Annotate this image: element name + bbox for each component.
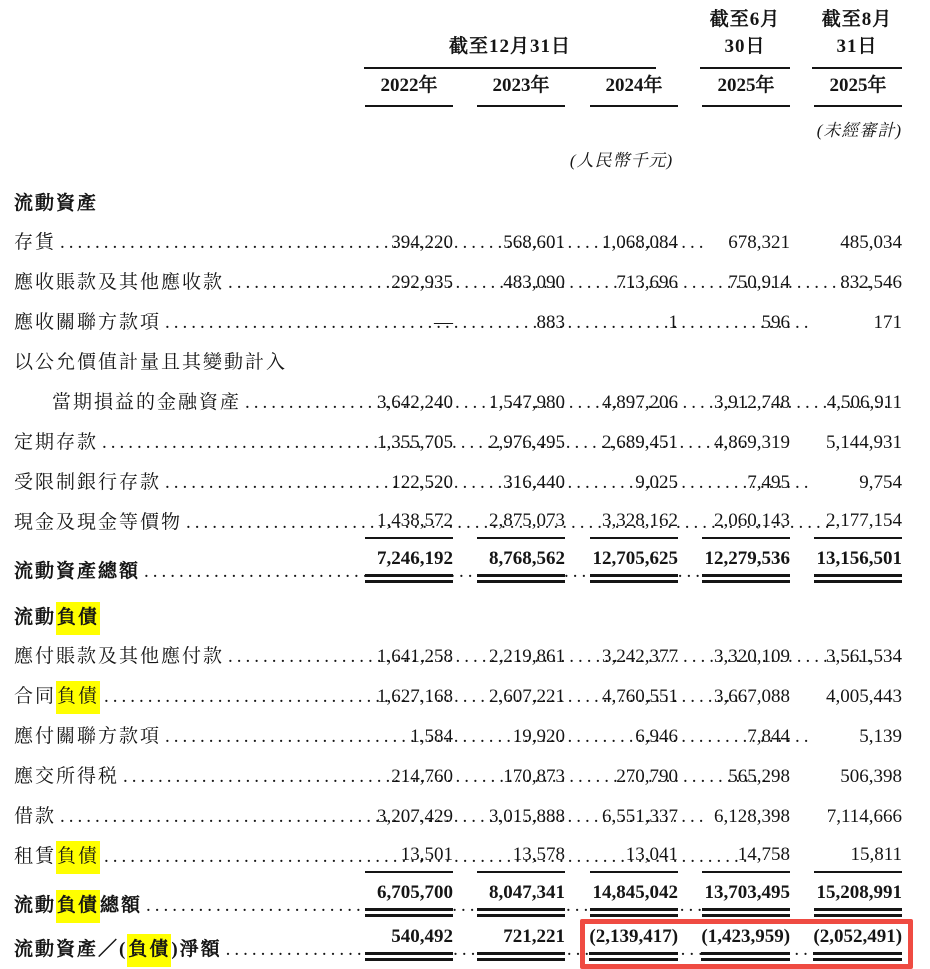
cell-value: 3,642,240 [377,392,453,413]
period-group-aug31: 截至8月31日 [812,4,902,69]
table-row [14,873,902,917]
cell-value: 19,920 [512,726,565,747]
cell-value: 713,696 [616,272,679,293]
table-row [14,419,902,459]
cell-value: 3,667,088 [714,686,791,707]
year-label-2022: 2022年 [365,70,453,107]
search-highlight: 負債 [56,602,100,635]
cell-value: 721,221 [477,926,565,961]
search-highlight: 負債 [127,934,171,967]
cell-value: 14,845,042 [590,882,678,917]
table-row [14,339,902,379]
cell-value: 540,492 [365,926,453,961]
row-label: 應收關聯方款項 [14,312,162,333]
cell-value: 13,578 [477,844,565,873]
cell-value: 3,242,377 [602,646,679,667]
cell-value: 2,607,221 [489,686,565,707]
currency-note-row [14,141,902,171]
cell-value: (1,423,959) [701,926,790,961]
cell-value: 750,914 [728,272,791,293]
unaudited-note-row [14,107,902,141]
cell-value: 214,760 [391,766,453,787]
cell-value: 7,495 [747,472,791,493]
cell-value: 485,034 [840,232,903,253]
cell-value: 8,768,562 [477,548,565,583]
cell-value: — [434,312,453,333]
table-row [14,459,902,499]
cell-value: 568,601 [503,232,565,253]
row-label: 受限制銀行存款 [14,472,162,493]
financial-statement-page [0,4,930,960]
cell-value: 2,219,861 [489,646,565,667]
cell-value: 4,869,319 [714,432,791,453]
cell-value: 270,790 [616,766,679,787]
period-group-jun30: 截至6月30日 [700,4,790,69]
table-row [14,499,902,539]
row-label: 流動負債總額 [14,890,142,917]
table-row [14,793,902,833]
cell-value: 394,220 [391,232,453,253]
dot-leader [245,392,893,414]
cell-value: 883 [536,312,565,333]
cell-value: 506,398 [840,766,903,787]
cell-value: 5,144,931 [826,432,903,453]
cell-value: 1,068,084 [602,232,679,253]
table-row [14,259,902,299]
cell-value: 2,689,451 [602,432,679,453]
row-label: 流動資產總額 [14,561,141,582]
cell-value: 565,298 [728,766,791,787]
table-row [14,753,902,793]
cell-value: 8,047,341 [477,882,565,917]
cell-value: 7,844 [747,726,791,747]
cell-value: 1,641,258 [377,646,453,667]
cell-value: 316,440 [503,472,565,493]
row-label: 合同負債 [14,681,100,708]
table-row [14,379,902,419]
cell-value: 4,760,551 [602,686,679,707]
cell-value: 2,875,073 [477,510,565,539]
row-label: 應收賬款及其他應收款 [14,272,225,293]
cell-value: 4,897,206 [602,392,679,413]
table-row [14,299,902,339]
table-row [14,171,902,219]
cell-value: 1,547,980 [489,392,565,413]
cell-value: 832,546 [840,272,903,293]
dot-leader [144,561,792,583]
cell-value: 1,355,705 [377,432,453,453]
row-label: 現金及現金等價物 [14,512,183,533]
cell-value: (2,139,417) [589,926,678,961]
currency-note: (人民幣千元) [569,151,674,170]
row-label: 借款 [14,806,57,827]
table-row [14,833,902,873]
period-header-row [14,4,902,69]
table-row [14,219,902,259]
search-highlight: 負債 [56,890,100,923]
table-row [14,583,902,633]
dot-leader [146,895,794,917]
cell-value: 122,520 [391,472,453,493]
cell-value: 3,561,534 [826,646,903,667]
cell-value: 1,438,572 [365,510,453,539]
cell-value: 483,090 [503,272,565,293]
cell-value: 15,811 [814,844,902,873]
cell-value: 292,935 [391,272,453,293]
year-label-2024: 2024年 [590,70,678,107]
cell-value: 9,754 [859,472,903,493]
period-group-dec31: 截至12月31日 [364,31,656,69]
row-label: 以公允價值計量且其變動計入 [14,352,288,373]
cell-value: 3,015,888 [489,806,565,827]
year-label-2025-aug: 2025年 [814,70,902,107]
cell-value: 6,946 [635,726,679,747]
cell-value: 1,627,168 [377,686,453,707]
cell-value: 12,705,625 [590,548,678,583]
table-row [14,917,902,961]
cell-value: 6,551,337 [602,806,679,827]
row-label: 應付賬款及其他應付款 [14,646,225,667]
cell-value: 7,114,666 [826,806,903,827]
cell-value: 13,156,501 [814,548,902,583]
row-label: 定期存款 [14,432,99,453]
row-label: 流動資產／(負債)淨額 [14,934,222,961]
cell-value: 3,207,429 [377,806,453,827]
row-label: 租賃負債 [14,841,100,868]
row-label: 應付關聯方款項 [14,726,162,747]
cell-value: 170,873 [503,766,565,787]
cell-value: 15,208,991 [814,882,902,917]
cell-value: 4,005,443 [826,686,903,707]
table-row [14,713,902,753]
cell-value: 1,584 [410,726,453,747]
cell-value: 7,246,192 [365,548,453,583]
year-label-2025-jun: 2025年 [702,70,790,107]
cell-value: 14,758 [702,844,790,873]
cell-value: 2,976,495 [489,432,565,453]
search-highlight: 負債 [56,681,100,714]
cell-value: 13,041 [590,844,678,873]
cell-value: 1 [668,312,679,333]
row-label: 流動負債 [14,602,100,629]
cell-value: 13,703,495 [702,882,790,917]
financial-table-body [14,171,902,961]
cell-value: 2,177,154 [814,510,902,539]
cell-value: 596 [761,312,791,333]
unaudited-note: (未經審計) [816,121,903,140]
cell-value: 4,506,911 [826,392,903,413]
row-label: 當期損益的金融資產 [52,392,242,413]
row-label: 流動資產 [14,193,99,214]
table-row [14,539,902,583]
cell-value: 5,139 [859,726,903,747]
cell-value: 12,279,536 [702,548,790,583]
table-row [14,673,902,713]
row-label: 應交所得税 [14,766,120,787]
search-highlight: 負債 [56,841,100,874]
cell-value: 678,321 [728,232,791,253]
cell-value: 3,320,109 [714,646,791,667]
cell-value: 9,025 [635,472,679,493]
year-header-row [14,69,902,107]
cell-value: 6,128,398 [714,806,791,827]
cell-value: 6,705,700 [365,882,453,917]
cell-value: 171 [873,312,903,333]
cell-value: 13,501 [365,844,453,873]
year-label-2023: 2023年 [477,70,565,107]
cell-value: 3,328,162 [590,510,678,539]
row-label: 存貨 [14,232,57,253]
financial-table [14,4,902,961]
cell-value: 3,912,748 [714,392,791,413]
cell-value: (2,052,491) [813,926,902,961]
table-row [14,633,902,673]
cell-value: 2,060,143 [702,510,790,539]
